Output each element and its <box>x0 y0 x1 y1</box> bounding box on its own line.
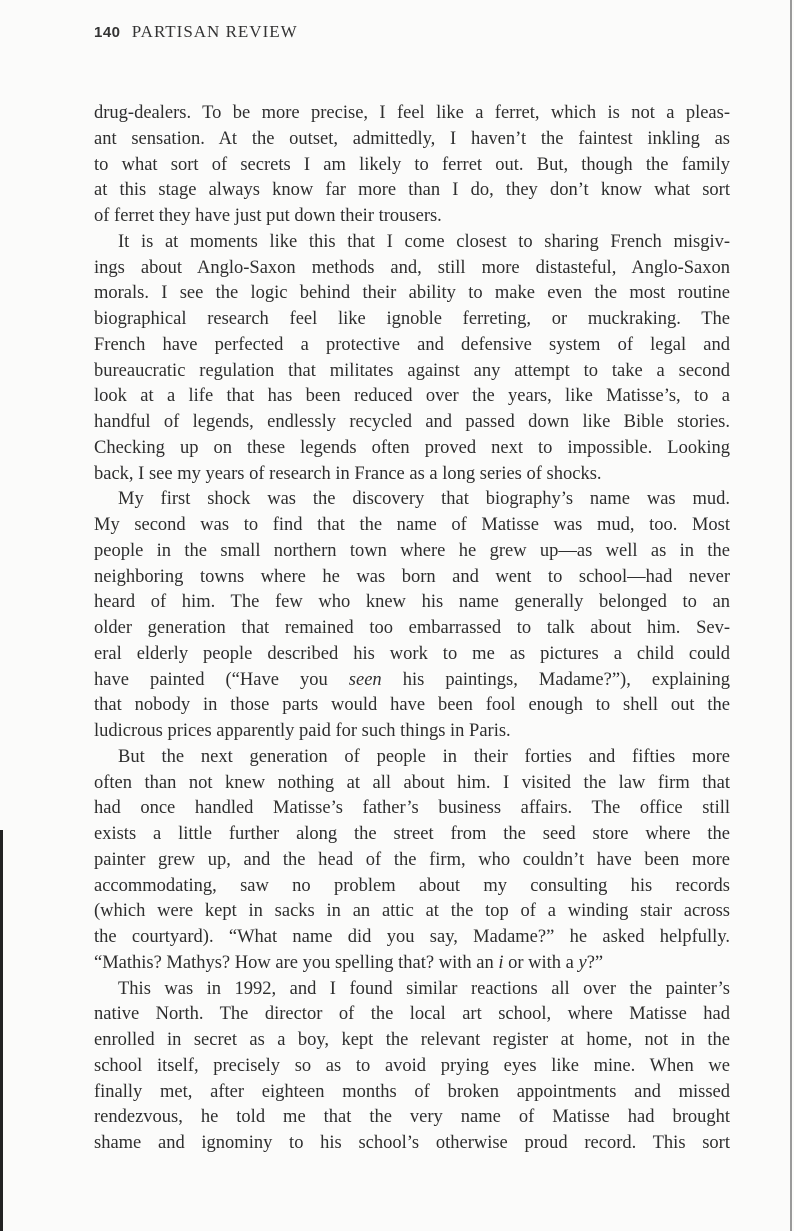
text-segment: have painted (“Have you <box>94 669 349 690</box>
italic-text: i <box>498 952 504 973</box>
text-segment: eral elderly people described his work to me as pictures a child could <box>94 643 730 664</box>
text-line <box>94 822 730 848</box>
text-line <box>94 616 730 642</box>
text-segment: school itself, precisely so as to avoid prying eyes like mine. When we <box>94 1055 730 1076</box>
text-line <box>94 1080 730 1106</box>
text-line <box>94 565 730 591</box>
paragraph <box>94 101 730 230</box>
article-body <box>94 101 730 1157</box>
text-segment: people in the small northern town where he grew up—as well as in the <box>94 540 730 561</box>
text-line <box>94 796 730 822</box>
text-segment: had once handled Matisse’s father’s business affairs. The office still <box>94 798 730 819</box>
text-line <box>94 333 730 359</box>
page-number: 140 <box>94 24 121 41</box>
text-line <box>94 899 730 925</box>
text-segment: (which were kept in sacks in an attic at the top of a winding stair across <box>94 901 730 922</box>
text-line <box>94 230 730 256</box>
text-segment: handful of legends, endlessly recycled and passed down like Bible stories. <box>94 412 730 432</box>
text-segment: morals. I see the logic behind their ability to make even the most routine <box>94 283 730 304</box>
text-line <box>94 642 730 668</box>
text-line <box>94 384 730 410</box>
text-line <box>94 410 730 436</box>
text-segment: to what sort of secrets I am likely to ferret out. But, though the family <box>94 154 730 175</box>
text-segment: My second was to find that the name of Matisse was mud, too. Most <box>94 515 730 535</box>
text-segment: native North. The director of the local art school, where Matisse had <box>94 1004 730 1025</box>
text-line <box>94 745 730 771</box>
paragraph <box>94 745 730 977</box>
text-segment: look at a life that has been reduced over the years, like Matisse’s, to a <box>94 386 730 407</box>
text-line <box>94 925 730 951</box>
text-segment: at this stage always know far more than I do, they don’t know what sort <box>94 180 730 201</box>
text-line <box>94 436 730 462</box>
text-segment: shame and ignominy to his school’s otherwise proud record. This sort <box>94 1133 730 1153</box>
text-segment: accommodating, saw no problem about my consulting his records <box>94 875 730 896</box>
text-segment: ludicrous prices apparently paid for such things in Paris. <box>94 721 511 741</box>
text-line <box>94 307 730 333</box>
text-line <box>94 1028 730 1054</box>
text-segment: back, I see my years of research in France as a long series of shocks. <box>94 463 602 484</box>
text-segment: neighboring towns where he was born and went to school—had never <box>94 566 730 587</box>
text-segment: heard of him. The few who knew his name generally belonged to an <box>94 592 730 613</box>
text-line <box>94 127 730 153</box>
text-line <box>94 977 730 1003</box>
paragraph <box>94 487 730 745</box>
text-segment: painter grew up, and the head of the firm, who couldn’t have been more <box>94 849 730 870</box>
paragraph <box>94 230 730 488</box>
text-segment: But the next generation of people in their forties and fifties more <box>118 746 730 767</box>
text-line <box>94 874 730 900</box>
text-line <box>94 668 730 694</box>
text-segment: My first shock was the discovery that biography’s name was mud. <box>118 489 730 510</box>
text-line <box>94 487 730 513</box>
text-segment: Checking up on these legends often proved next to impossible. Looking <box>94 437 730 458</box>
running-header <box>94 22 298 42</box>
text-line <box>94 178 730 204</box>
text-line <box>94 281 730 307</box>
text-segment: drug-dealers. To be more precise, I feel like a ferret, which is not a pleas- <box>94 103 730 123</box>
text-line <box>94 1105 730 1131</box>
text-line <box>94 1002 730 1028</box>
scan-edge-left <box>0 830 3 1231</box>
text-segment: ings about Anglo-Saxon methods and, still more distasteful, Anglo-Saxon <box>94 257 730 278</box>
text-line <box>94 256 730 282</box>
text-segment: French have perfected a protective and defensive system of legal and <box>94 334 730 355</box>
text-segment: exists a little further along the street from the seed store where the <box>94 824 730 844</box>
text-segment: “Mathis? Mathys? How are you spelling that? with an <box>94 952 499 973</box>
text-line <box>94 1054 730 1080</box>
text-segment: This was in 1992, and I found similar reactions all over the painter’s <box>118 978 730 999</box>
journal-title: PARTISAN REVIEW <box>131 22 298 41</box>
text-segment: of ferret they have just put down their trousers. <box>94 206 442 226</box>
text-line <box>94 204 730 230</box>
text-segment: bureaucratic regulation that militates against any attempt to take a second <box>94 360 730 381</box>
text-segment: It is at moments like this that I come closest to sharing French misgiv- <box>118 231 730 252</box>
scan-edge-right <box>790 0 792 1231</box>
text-segment: older generation that remained too embarrassed to talk about him. Sev- <box>94 618 730 638</box>
text-segment: often than not knew nothing at all about him. I visited the law firm that <box>94 772 730 793</box>
text-line <box>94 462 730 488</box>
text-line <box>94 153 730 179</box>
italic-text: seen <box>348 669 382 690</box>
text-line <box>94 693 730 719</box>
text-line <box>94 359 730 385</box>
paragraph <box>94 977 730 1157</box>
text-line <box>94 951 730 977</box>
text-line <box>94 848 730 874</box>
text-segment: rendezvous, he told me that the very name of Matisse had brought <box>94 1107 730 1128</box>
text-line <box>94 590 730 616</box>
text-segment: ant sensation. At the outset, admittedly, I haven’t the faintest inkling as <box>94 128 730 149</box>
text-segment: biographical research feel like ignoble ferreting, or muckraking. The <box>94 309 730 329</box>
text-segment: enrolled in secret as a boy, kept the relevant register at home, not in the <box>94 1030 730 1050</box>
text-line <box>94 513 730 539</box>
text-line <box>94 771 730 797</box>
text-segment: the courtyard). “What name did you say, Madame?” he asked helpfully. <box>94 927 730 947</box>
text-segment: that nobody in those parts would have been fool enough to shell out the <box>94 695 730 716</box>
text-segment: ?” <box>586 952 604 973</box>
text-line <box>94 101 730 127</box>
text-segment: or with a <box>503 952 579 973</box>
text-segment: finally met, after eighteen months of broken appointments and missed <box>94 1081 730 1102</box>
italic-text: y <box>578 952 587 973</box>
text-line <box>94 539 730 565</box>
text-line <box>94 1131 730 1157</box>
text-line <box>94 719 730 745</box>
text-segment: his paintings, Madame?”), explaining <box>381 669 730 690</box>
